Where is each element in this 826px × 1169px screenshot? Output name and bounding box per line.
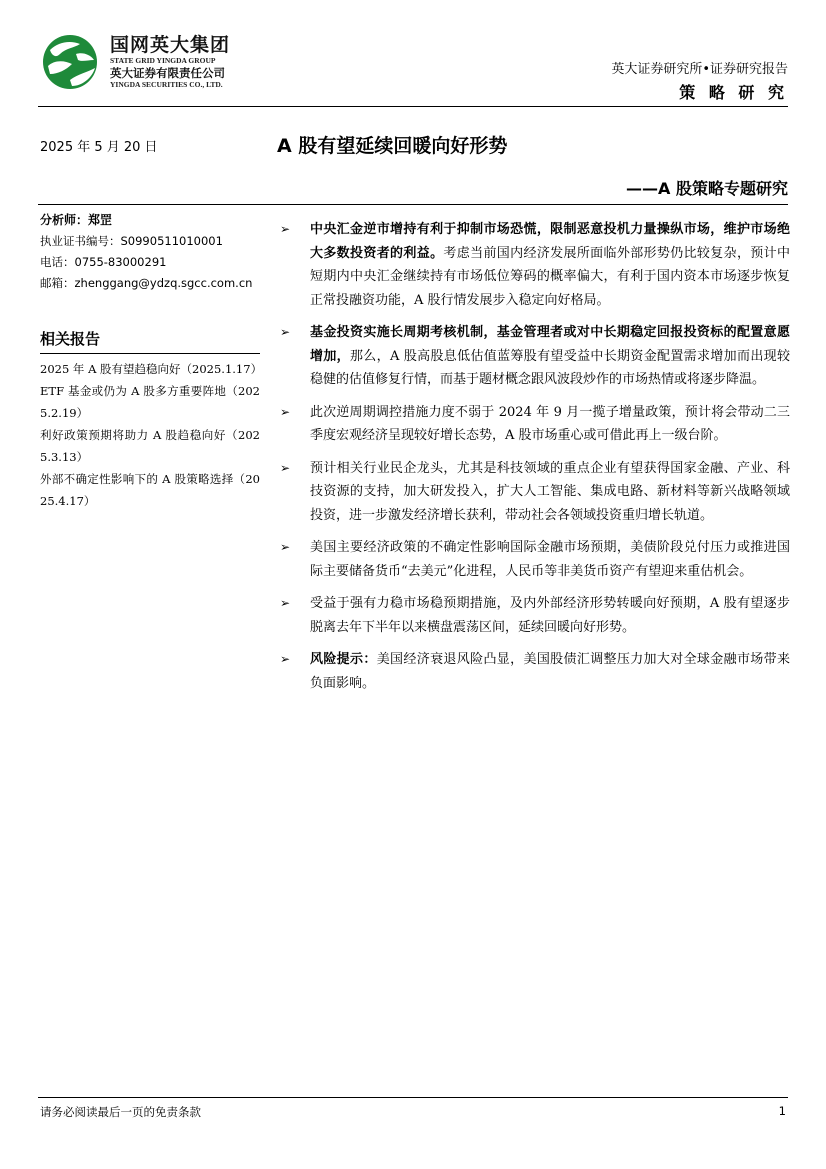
analyst-cert: 执业证书编号：S0990511010001 (40, 234, 223, 248)
bullet-bold-text: 中央汇金逆市增持有利于抑制市场恐慌，限制恶意投机力量操纵市场，维护市场绝大多数投资者的利益。 (310, 222, 790, 261)
header-divider (38, 106, 788, 107)
logo-group-name: 国网英大集团 (110, 34, 231, 56)
bullet-text: 此次逆周期调控措施力度不弱于 2024 年 9 月一揽子增量政策，预计将会带动二三季度宏观经济呈现较好增长态势，A 股市场重心或可借此再上一级台阶。 (310, 404, 790, 443)
arrow-bullet-icon: ➢ (280, 596, 291, 610)
related-report-item: 外部不确定性影响下的 A 股策略选择（2025.4.17） (40, 472, 260, 508)
footer-divider (38, 1097, 788, 1098)
arrow-bullet-icon: ➢ (280, 540, 291, 554)
company-logo (40, 32, 260, 96)
analyst-email: 邮箱：zhenggang@ydzq.sgcc.com.cn (40, 276, 253, 290)
footer-disclaimer: 请务必阅读最后一页的免责条款 (40, 1105, 201, 1119)
title-divider (38, 204, 788, 205)
summary-bullets (280, 218, 790, 704)
arrow-bullet-icon: ➢ (280, 460, 291, 475)
related-reports-list (40, 358, 263, 512)
related-report-item: 利好政策预期将助力 A 股趋稳向好（2025.3.13） (40, 428, 260, 464)
summary-bullet (280, 536, 790, 583)
bullet-text: 美国经济衰退风险凸显，美国股债汇调整压力加大对全球金融市场带来负面影响。 (310, 652, 790, 691)
analyst-name: 分析师：郑罡 (40, 213, 113, 227)
page-number: 1 (778, 1104, 786, 1118)
bullet-text: 考虑当前国内经济发展所面临外部形势仍比较复杂，预计中短期内中央汇金继续持有市场低位筹码的概率偏大，有利于国内资本市场逐步恢复正常投融资功能，A 股行情发展步入稳定向好格局。 (310, 245, 790, 308)
report-title: A 股有望延续回暖向好形势 (277, 135, 508, 157)
arrow-bullet-icon: ➢ (280, 652, 291, 666)
summary-bullet (280, 457, 790, 528)
analyst-phone: 电话：0755-83000291 (40, 255, 167, 269)
summary-bullet (280, 218, 790, 312)
logo-company-name-en: YINGDA SECURITIES CO., LTD. (110, 80, 223, 89)
risk-bullet (280, 648, 790, 695)
report-type: 策 略 研 究 (679, 83, 788, 102)
sidebar (40, 210, 263, 512)
logo-company-name: 英大证券有限责任公司 (110, 66, 225, 80)
bullet-text: 那么，A 股高股息低估值蓝筹股有望受益中长期资金配置需求增加而出现较稳健的估值修复行情，而基于题材概念跟风波段炒作的市场热情或将逐步降温。 (310, 348, 790, 387)
bullet-text: 美国主要经济政策的不确定性影响国际金融市场预期，美债阶段兑付压力或推进国际主要储备货币“去美元”化进程，人民币等非美货币资产有望迎来重估机会。 (310, 540, 790, 579)
summary-bullet (280, 592, 790, 639)
bullet-text: 受益于强有力稳市场稳预期措施，及内外部经济形势转暖向好预期，A 股有望逐步脱离去年下半年以来横盘震荡区间，延续回暖向好形势。 (310, 596, 790, 635)
report-subtitle: ——A 股策略专题研究 (626, 179, 788, 198)
related-report-item: ETF 基金或仍为 A 股多方重要阵地（2025.2.19） (40, 384, 260, 420)
arrow-bullet-icon: ➢ (280, 325, 291, 339)
arrow-bullet-icon: ➢ (280, 222, 291, 236)
institute-label: 英大证券研究所•证券研究报告 (611, 62, 788, 77)
summary-bullet (280, 401, 790, 448)
summary-bullet (280, 321, 790, 392)
logo-group-name-en: STATE GRID YINGDA GROUP (110, 56, 216, 65)
related-report-item: 2025 年 A 股有望趋稳向好（2025.1.17） (40, 362, 263, 376)
risk-label: 风险提示： (310, 652, 377, 667)
related-reports-heading: 相关报告 (40, 328, 260, 354)
arrow-bullet-icon: ➢ (280, 404, 291, 419)
bullet-bold-text: 基金投资实施长周期考核机制，基金管理者或对中长期稳定回报投资标的配置意愿增加， (310, 325, 790, 364)
globe-logo-icon (40, 32, 100, 92)
bullet-text: 预计相关行业民企龙头，尤其是科技领域的重点企业有望获得国家金融、产业、科技资源的支持，加大研发投入，扩大人工智能、集成电路、新材料等新兴战略领域投资，进一步激发经济增长获利，带动社会各领域投资重归增长轨道。 (310, 460, 790, 523)
report-date: 2025 年 5 月 20 日 (40, 140, 158, 155)
